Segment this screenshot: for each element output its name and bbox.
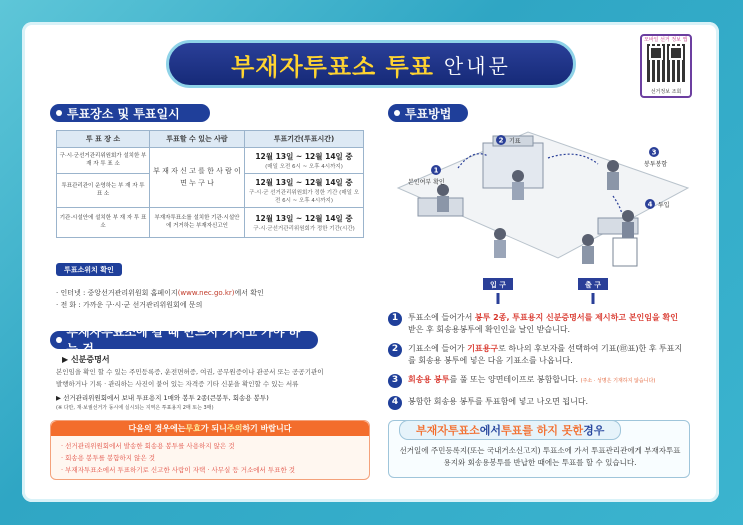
warning-item: · 선거관리위원회에서 발송한 회송용 봉투를 사용하지 않은 것 (61, 442, 235, 450)
person-icon (582, 234, 594, 246)
warning-heading (51, 421, 369, 436)
step-number: 4 (388, 396, 402, 410)
step-text (408, 374, 655, 388)
section-heading-text: 투표장소 및 투표일시 (67, 106, 180, 121)
table-cell-place: 구·시·군선거관리위원회가 설치한 부 재 자 투 표 소 (57, 148, 150, 174)
bullet-icon (56, 337, 62, 343)
step-text: 봉함한 회송용 봉투를 투표함에 넣고 나오면 됩니다. (408, 397, 589, 406)
ballot-note: (※ 다만, 재·보궐선거가 동시에 실시되는 지역은 투표용지 2매 또는 3매) (56, 405, 214, 411)
illus-label: 기표 (509, 138, 521, 145)
id-title: ▶ 신분증명서 (62, 355, 110, 364)
person-icon (437, 196, 449, 212)
internet-info (56, 288, 264, 298)
step-marker-text: 1 (433, 166, 439, 175)
period-time: 구·시·군 선거관리위원회가 정한 기간 (매일 오전 6시 ~ 오후 4시까지) (248, 190, 360, 204)
table-header-row (57, 131, 364, 148)
section-method-heading (388, 104, 468, 122)
table-row (57, 208, 364, 238)
page-subtitle: 안내문 (443, 53, 511, 78)
heading-highlight: 투표를 하지 못한 (501, 424, 584, 437)
warning-item: · 회송용 봉투를 봉함하지 않은 것 (61, 454, 156, 462)
section-bring-heading (50, 325, 318, 356)
step-3 (388, 374, 688, 388)
step-marker-text: 3 (651, 148, 657, 157)
column-header: 투표기간(투표시간) (245, 131, 364, 148)
section-heading-text: 투표방법 (405, 106, 452, 121)
person-icon (582, 246, 594, 264)
qr-code-panel[interactable] (640, 34, 692, 98)
ballot-text: ▶ 선거관리위원회에서 보내 투표용지 1매와 봉투 2종(큰봉투, 회송용 봉투) (56, 394, 269, 402)
entrance-label: 입 구 (490, 281, 506, 289)
ballot-box-icon (613, 238, 637, 266)
table-cell-place: 투표관리관이 운영하는 부 재 자 투 표 소 (57, 174, 150, 208)
illus-label: 투입 (658, 202, 670, 209)
id-text-1: 본인임을 확인 할 수 있는 주민등록증, 운전면허증, 여권, 공무원증이나 관공서 또는 공공기관이 (56, 368, 324, 376)
column-header: 투표할 수 있는 사람 (150, 131, 245, 148)
person-icon (494, 228, 506, 240)
person-icon (512, 182, 524, 200)
step-marker-text: 4 (647, 200, 653, 209)
step-text-plain: 기표소에 들어가 (408, 344, 468, 353)
warning-box (50, 420, 370, 480)
schedule-table (56, 130, 364, 238)
nec-link[interactable]: (www.nec.go.kr) (177, 289, 235, 297)
table-cell-place: 기관·시설안에 설치한 부 재 자 투 표 소 (57, 208, 150, 238)
heading-highlight: 부재자투표소 (416, 424, 480, 437)
person-icon (622, 210, 634, 222)
period-date: 12월 13일 ~ 12월 14일 중 (255, 152, 353, 161)
step-note: (주소 · 성명은 기재하지 않습니다) (580, 378, 656, 384)
warning-highlight: 무효 (185, 424, 201, 433)
step-text-plain: 로 하나의 후보자를 선택하여 기표(㊞표)한 후 투표지를 회송용 봉투에 넣은 다음 기표소를 나옵니다. (408, 344, 683, 365)
step-1 (388, 312, 688, 336)
table-cell-who: 부 재 자 신 고 를 한 사 람 이 면 누 구 나 (150, 148, 245, 208)
illus-label: 봉투봉함 (644, 161, 668, 168)
step-text (408, 312, 688, 336)
step-number: 2 (388, 343, 402, 357)
exit-label: 출 구 (585, 281, 601, 289)
warning-highlight: 주의 (226, 424, 243, 433)
illus-label: 본인여부 확인 (408, 179, 445, 186)
table-cell-period (245, 148, 364, 174)
location-check-pill: 투표소위치 확인 (56, 263, 122, 276)
person-icon (607, 172, 619, 190)
id-text-2: 발행하거나 기록 · 관리하는 사진이 붙어 있는 자격증 기타 신분을 확인할 수 있는 서류 (56, 380, 299, 388)
step-number: 3 (388, 374, 402, 388)
qr-label: 선거정보 조회 (650, 89, 682, 95)
step-2 (388, 343, 688, 367)
voting-process-illustration (388, 128, 694, 304)
table-row (57, 148, 364, 174)
step-text-highlight: 봉투 2종, 투표용지 신분증명서를 제시하고 본인임을 확인 (474, 313, 678, 322)
period-time: (매일 오전 6시 ~ 오후 4시까지) (265, 164, 343, 170)
internet-suffix: 에서 확인 (234, 289, 264, 297)
person-icon (512, 170, 524, 182)
warning-text: 다음의 경우에는 (128, 424, 186, 433)
table-cell-who: 부재자투표소를 설치한 기관·시설안에 거거하는 부재자신고인 (150, 208, 245, 238)
step-text-plain: 받은 후 회송용봉투에 확인인을 날인 받습니다. (408, 325, 571, 334)
failed-voting-box (388, 420, 690, 478)
step-text-plain: 투표소에 들어가서 (408, 313, 475, 322)
step-marker-text: 2 (498, 136, 504, 145)
step-text-plain: 를 풀 또는 양면테이프로 봉함합니다. (449, 375, 579, 384)
section-heading-text: 부재자투표소에 갈 때 반드시 가지고 가야 하는 것 (66, 325, 301, 356)
qr-code-icon (647, 44, 685, 82)
section-voting-place-heading (50, 104, 210, 122)
internet-label: · 인터넷 : 중앙선거관리위원회 홈페이지 (56, 289, 178, 297)
phone-info: · 전 화 : 가까운 구·시·군 선거관리위원회에 문의 (56, 301, 203, 309)
person-icon (494, 240, 506, 258)
step-4 (388, 396, 688, 410)
period-date: 12월 13일 ~ 12월 14일 중 (255, 178, 353, 187)
person-icon (607, 160, 619, 172)
title-banner (166, 40, 576, 88)
warning-item: · 부재자투표소에서 투표하기로 신고한 사람이 자택 · 사무실 등 거소에서 투표한 것 (61, 466, 296, 474)
page-title: 부재자투표소 투표 (231, 52, 434, 81)
voting-booth (483, 143, 543, 188)
bullet-icon (394, 110, 400, 116)
step-text-highlight: 기표용구 (467, 344, 499, 353)
heading-text: 에서 (479, 424, 502, 437)
table-cell-period (245, 208, 364, 238)
failed-voting-heading (399, 420, 621, 440)
person-icon (622, 222, 634, 238)
column-header: 투 표 장 소 (57, 131, 150, 148)
period-date: 12월 13일 ~ 12월 14일 중 (255, 214, 353, 223)
table-cell-period (245, 174, 364, 208)
warning-text: 가 되니 (200, 424, 227, 433)
warning-text: 하기 바랍니다 (242, 424, 292, 433)
qr-top-text: 모바일 선거 정보 앱 (644, 37, 688, 43)
bullet-icon (56, 110, 62, 116)
step-text-highlight: 회송용 봉투 (408, 375, 450, 384)
failed-voting-text: 선거일에 주민등록지(또는 국내거소신고지) 투표소에 가서 투표관리관에게 부재자투표용지와 회송용봉투를 반납한 때에는 투표를 할 수 있습니다. (399, 446, 681, 467)
step-number: 1 (388, 312, 402, 326)
heading-text: 경우 (583, 424, 605, 437)
step-text (408, 343, 688, 367)
period-time: 구·시·군선거관리위원회가 정한 기간(시간) (253, 226, 355, 232)
